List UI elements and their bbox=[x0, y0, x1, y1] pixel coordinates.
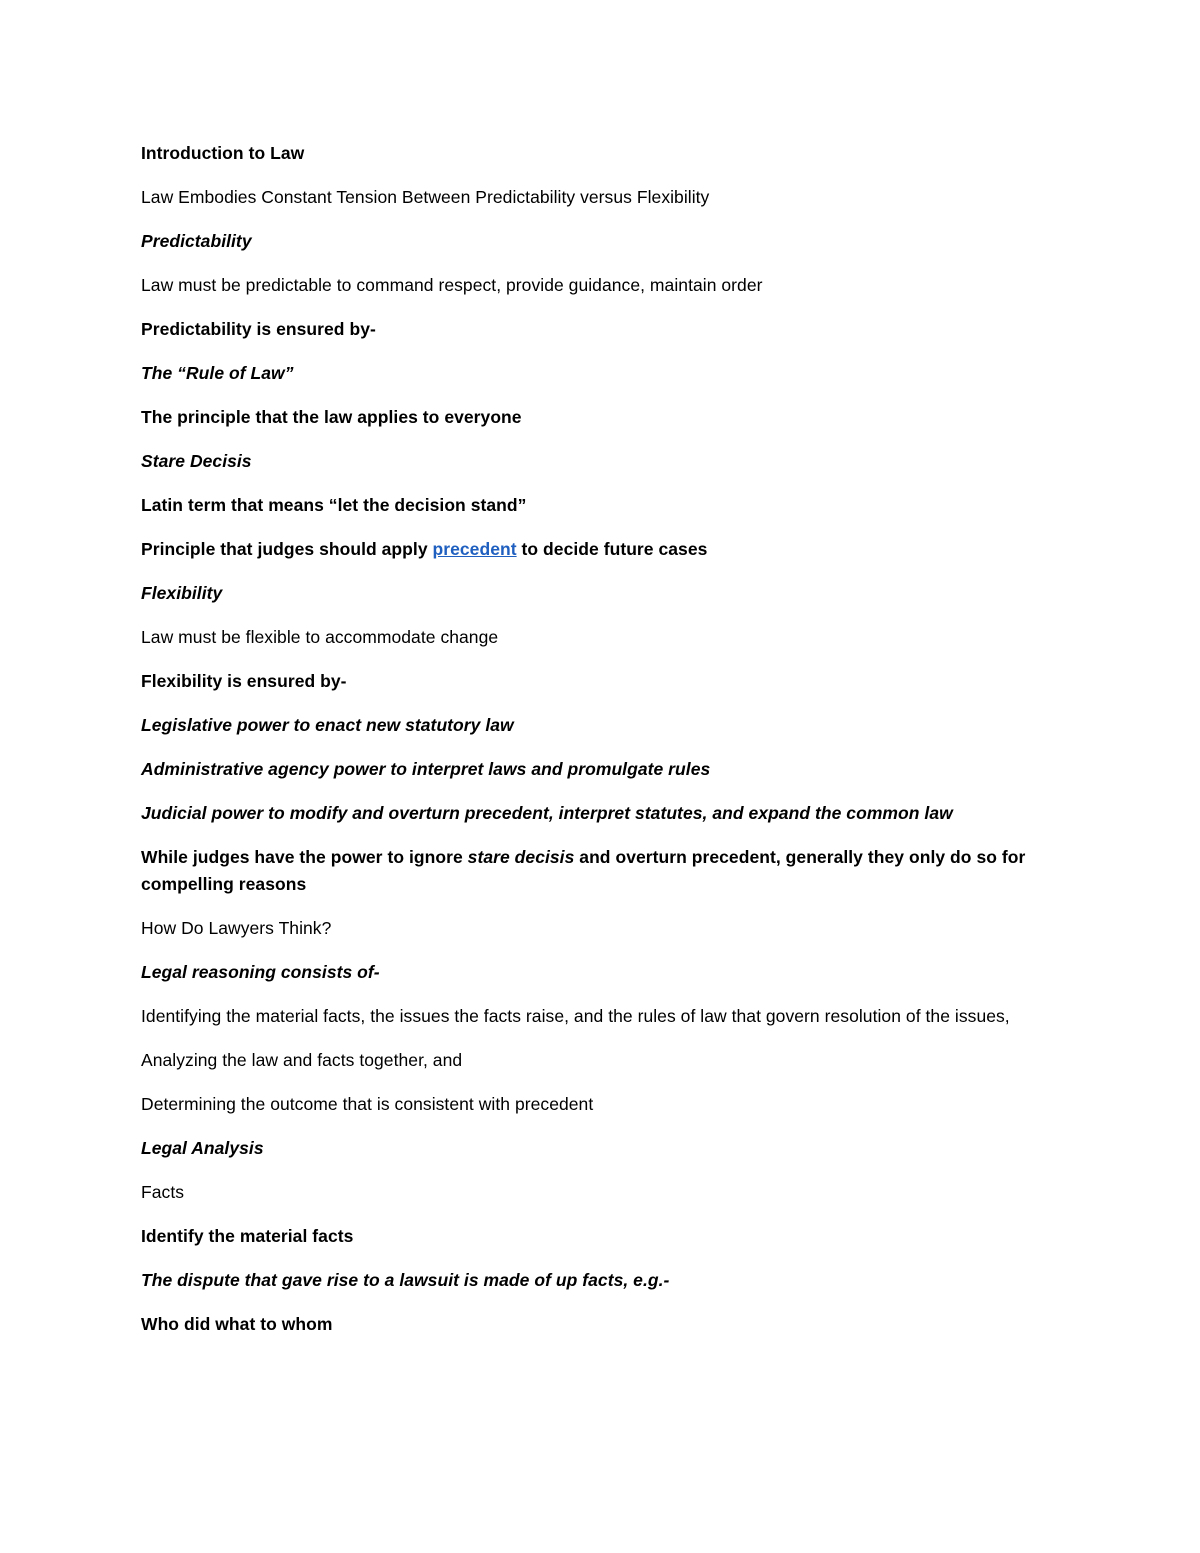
predictability-ensured-line: Predictability is ensured by- bbox=[141, 319, 376, 339]
judges-line-before: While judges have the power to ignore bbox=[141, 847, 468, 867]
document-title: Introduction to Law bbox=[141, 143, 305, 163]
document-body bbox=[141, 140, 1061, 1355]
stare-decisis-inline: stare decisis bbox=[467, 847, 575, 867]
flexibility-ensured-line: Flexibility is ensured by- bbox=[141, 671, 347, 691]
administrative-power-line: Administrative agency power to interpret laws and promulgate rules bbox=[141, 759, 711, 779]
judges-line-after: and overturn precedent, generally they only do so for compelling reasons bbox=[141, 847, 1026, 894]
lawyers-think-heading: How Do Lawyers Think? bbox=[141, 918, 332, 938]
analyzing-line: Analyzing the law and facts together, and bbox=[141, 1050, 463, 1070]
facts-line: Facts bbox=[141, 1182, 185, 1202]
predictability-heading: Predictability bbox=[141, 231, 252, 251]
precedent-line-before: Principle that judges should apply bbox=[141, 539, 433, 559]
legal-analysis-heading: Legal Analysis bbox=[141, 1138, 264, 1158]
rule-of-law-heading: The “Rule of Law” bbox=[141, 363, 294, 383]
subtitle-line: Law Embodies Constant Tension Between Predictability versus Flexibility bbox=[141, 187, 710, 207]
flexibility-heading: Flexibility bbox=[141, 583, 223, 603]
legislative-power-line: Legislative power to enact new statutory law bbox=[141, 715, 514, 735]
judicial-power-line: Judicial power to modify and overturn precedent, interpret statutes, and expand the common law bbox=[141, 803, 953, 823]
predictability-description: Law must be predictable to command respect, provide guidance, maintain order bbox=[141, 275, 763, 295]
precedent-principle-line bbox=[141, 536, 1061, 563]
precedent-link[interactable]: precedent bbox=[432, 539, 517, 559]
identify-material-facts-line: Identify the material facts bbox=[141, 1226, 354, 1246]
determining-line: Determining the outcome that is consistent with precedent bbox=[141, 1094, 594, 1114]
identifying-paragraph: Identifying the material facts, the issues the facts raise, and the rules of law that govern resolution of the issues, bbox=[141, 1006, 1010, 1026]
flexibility-description: Law must be flexible to accommodate change bbox=[141, 627, 499, 647]
rule-of-law-description: The principle that the law applies to everyone bbox=[141, 407, 522, 427]
stare-decisis-heading: Stare Decisis bbox=[141, 451, 252, 471]
stare-decisis-description: Latin term that means “let the decision stand” bbox=[141, 495, 527, 515]
judges-power-paragraph bbox=[141, 844, 1061, 898]
legal-reasoning-heading: Legal reasoning consists of- bbox=[141, 962, 380, 982]
dispute-line: The dispute that gave rise to a lawsuit is made of up facts, e.g.- bbox=[141, 1270, 670, 1290]
who-did-what-line: Who did what to whom bbox=[141, 1314, 333, 1334]
precedent-line-after: to decide future cases bbox=[516, 539, 708, 559]
